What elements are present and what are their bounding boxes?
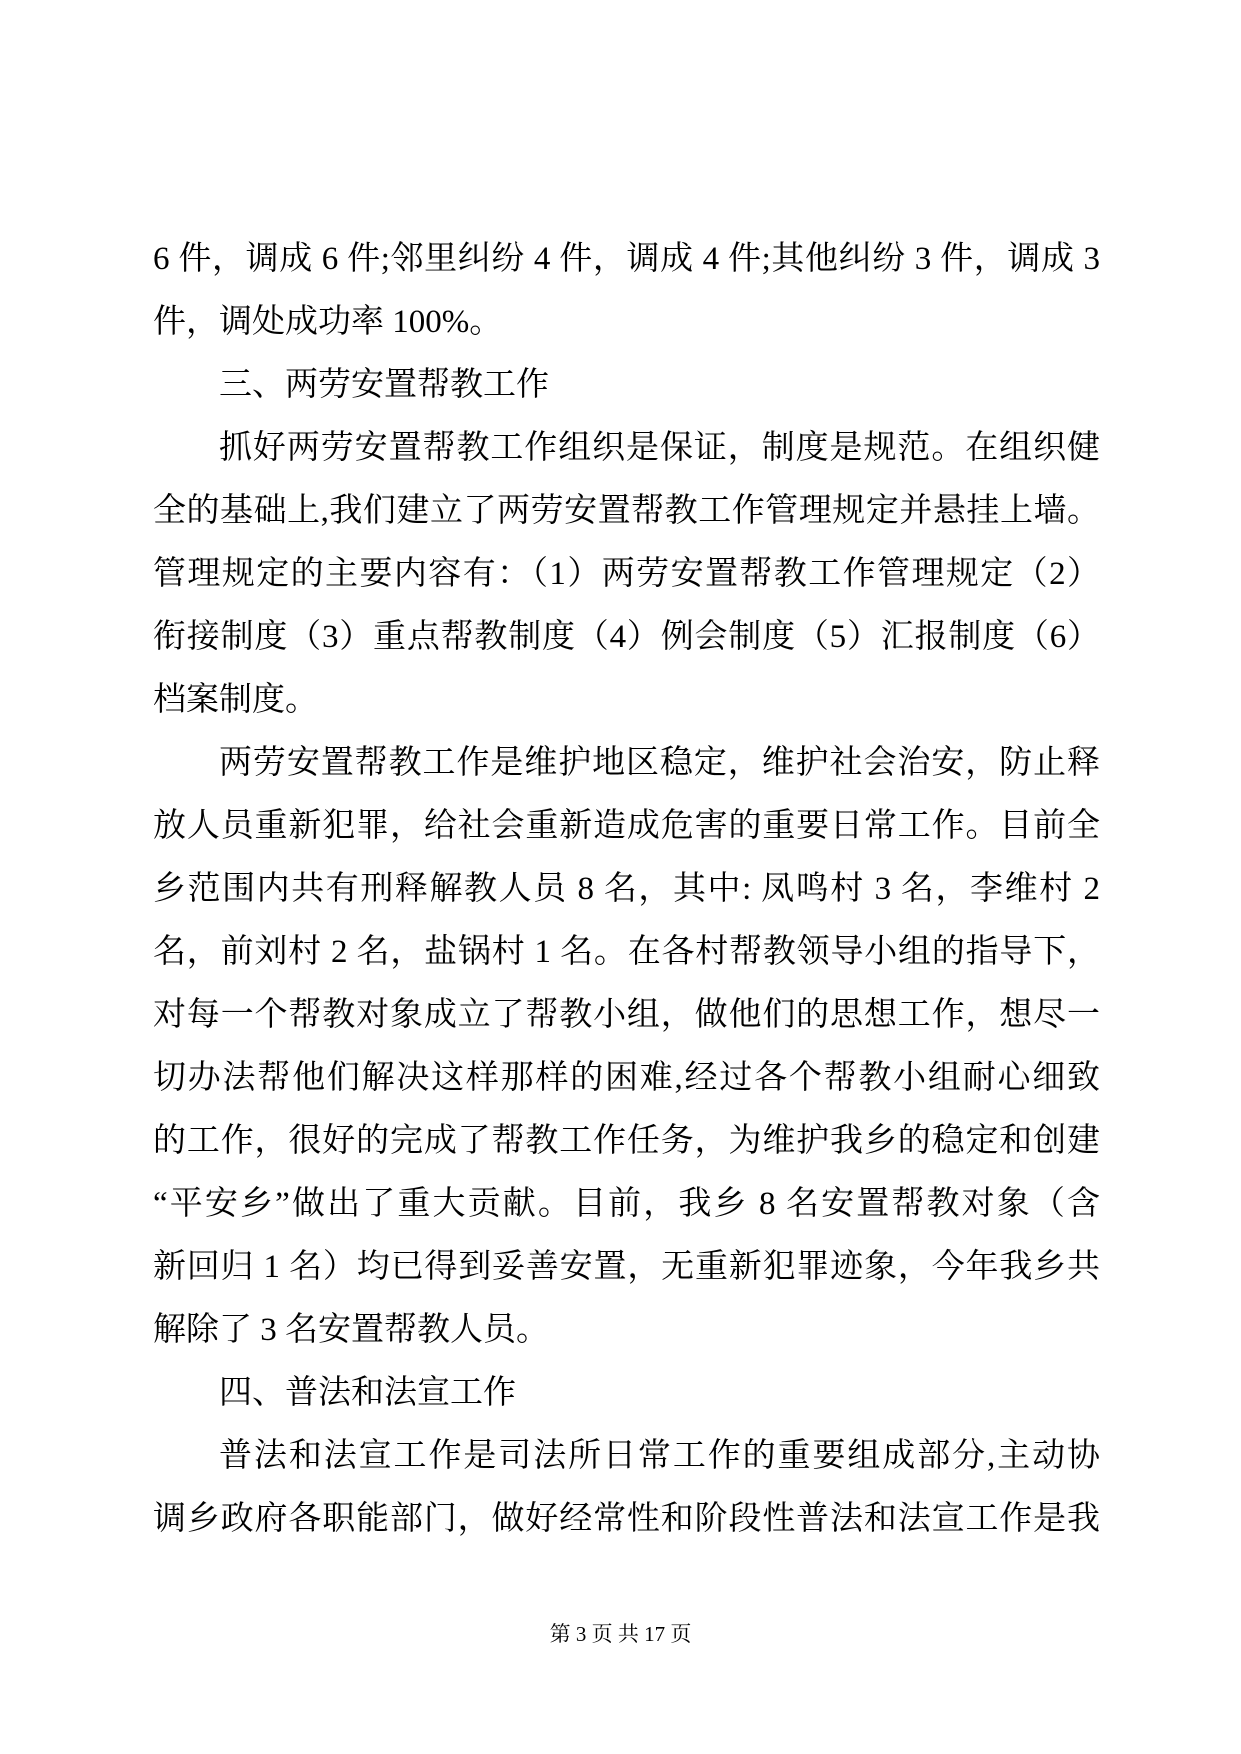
- text-line: 切办法帮他们解决这样那样的困难,经过各个帮教小组耐心细致: [153, 1060, 1100, 1096]
- text-line: 新回归 1 名）均已得到妥善安置，无重新犯罪迹象，今年我乡共: [153, 1249, 1100, 1285]
- text-line: 名，前刘村 2 名，盐锅村 1 名。在各村帮教领导小组的指导下，: [153, 934, 1100, 970]
- text-line: 放人员重新犯罪，给社会重新造成危害的重要日常工作。目前全: [153, 808, 1100, 844]
- text-line: 两劳安置帮教工作是维护地区稳定，维护社会治安，防止释: [219, 745, 1100, 781]
- section-heading: 三、两劳安置帮教工作: [219, 367, 549, 403]
- text-line: 衔接制度（3）重点帮教制度（4）例会制度（5）汇报制度（6）: [153, 619, 1100, 655]
- page-footer: [0, 1612, 1241, 1656]
- text-line: 档案制度。: [153, 682, 318, 718]
- text-line: 管理规定的主要内容有：（1）两劳安置帮教工作管理规定（2）: [153, 556, 1100, 592]
- text-line: 解除了 3 名安置帮教人员。: [153, 1312, 549, 1348]
- text-line: 的工作，很好的完成了帮教工作任务，为维护我乡的稳定和创建: [153, 1123, 1100, 1159]
- text-line: 件，调处成功率 100%。: [153, 304, 503, 340]
- text-line: “平安乡”做出了重大贡献。目前，我乡 8 名安置帮教对象（含: [153, 1186, 1100, 1222]
- text-line: 普法和法宣工作是司法所日常工作的重要组成部分,主动协: [219, 1438, 1100, 1474]
- page-number: 第 3 页 共 17 页: [549, 1622, 692, 1646]
- text-line: 6 件，调成 6 件;邻里纠纷 4 件，调成 4 件;其他纠纷 3 件，调成 3: [153, 241, 1100, 277]
- section-heading: 四、普法和法宣工作: [219, 1375, 516, 1411]
- text-line: 调乡政府各职能部门，做好经常性和阶段性普法和法宣工作是我: [153, 1501, 1100, 1537]
- text-line: 抓好两劳安置帮教工作组织是保证，制度是规范。在组织健: [219, 430, 1100, 466]
- text-line: 对每一个帮教对象成立了帮教小组，做他们的思想工作，想尽一: [153, 997, 1100, 1033]
- document-body: [153, 228, 1100, 1551]
- text-line: 全的基础上,我们建立了两劳安置帮教工作管理规定并悬挂上墙。: [153, 493, 1100, 529]
- text-line: 乡范围内共有刑释解教人员 8 名，其中: 凤鸣村 3 名，李维村 2: [153, 871, 1100, 907]
